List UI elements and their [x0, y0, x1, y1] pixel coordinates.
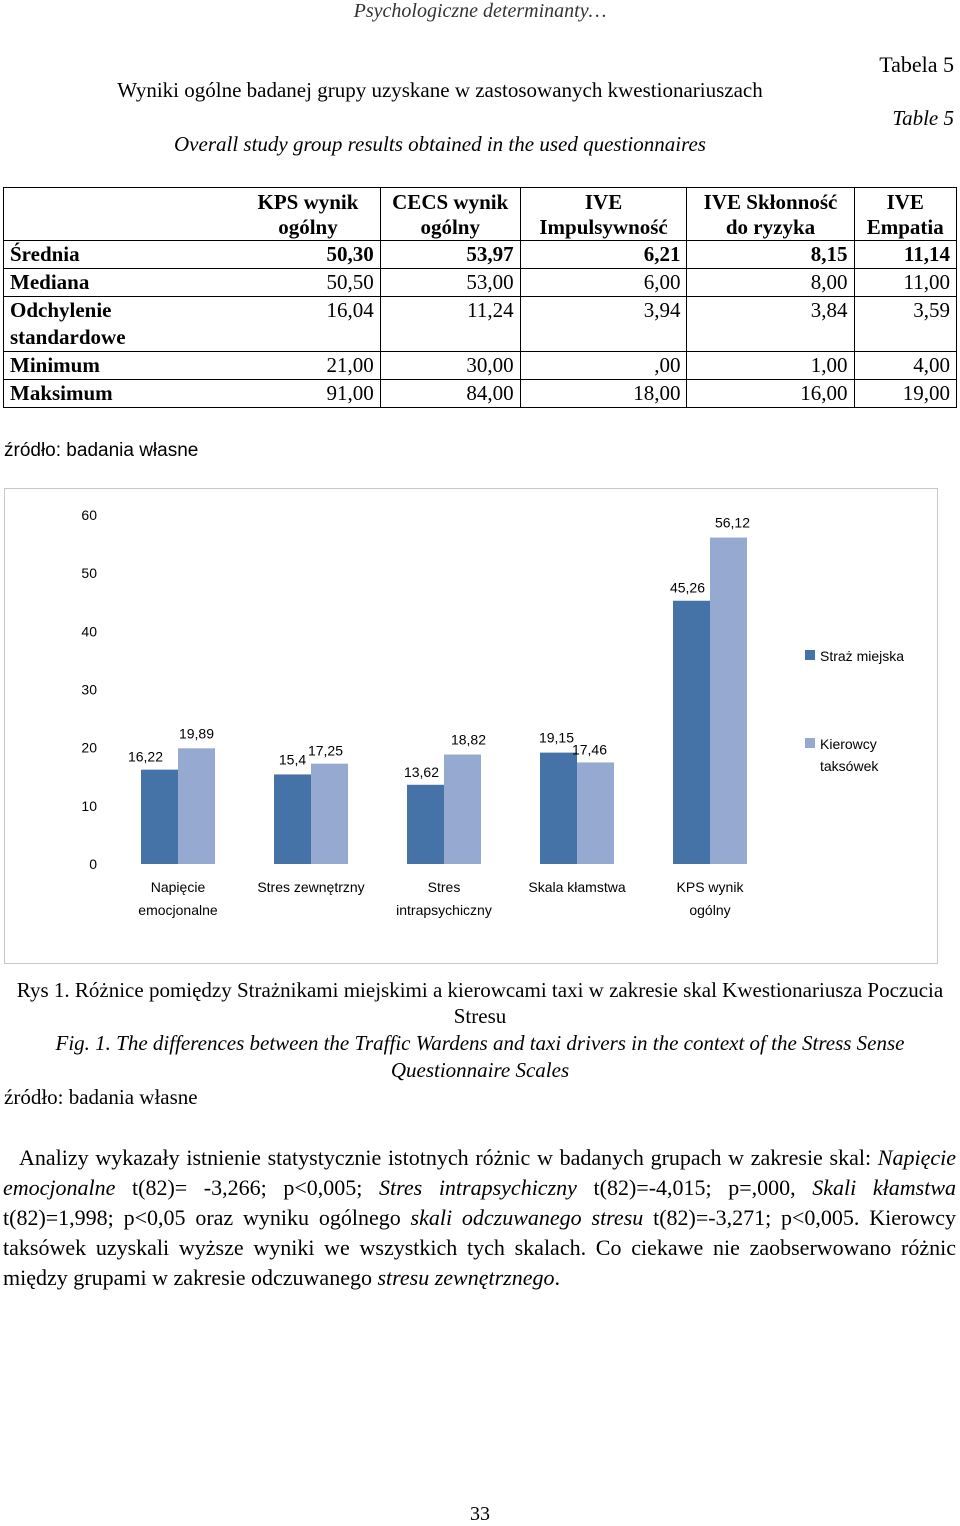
text-run: t(82)=-3,271; p<0,005. Kierowcy taksówek uzyskali wyższe wyniki we wszystkich tych skalach. Co ciekawe nie zaobserwowano różnic między grupami w zakresie odczuwanego	[3, 1205, 956, 1290]
legend-label: Straż miejska	[820, 648, 905, 664]
table-cell: 3,94	[520, 297, 687, 352]
y-tick-label: 30	[81, 681, 97, 698]
bar-chart	[5, 489, 937, 963]
table-row	[4, 269, 957, 297]
body-paragraph	[3, 1143, 956, 1293]
bar-kierowcy-taksowek	[444, 755, 481, 864]
x-category-label: intrapsychiczny	[396, 902, 492, 918]
table-title-en	[0, 132, 960, 157]
row-label: Średnia	[4, 241, 237, 269]
row-label: Maksimum	[4, 380, 237, 408]
table-cell: 3,84	[687, 297, 854, 352]
table-row	[4, 241, 957, 269]
table-cell: 91,00	[236, 380, 380, 408]
table-cell: 4,00	[854, 352, 956, 380]
chart-frame	[4, 488, 938, 964]
legend-swatch	[805, 650, 815, 660]
legend-swatch	[805, 738, 815, 748]
table-source: źródło: badania własne	[4, 440, 199, 461]
running-header: Psychologiczne determinanty…	[353, 0, 607, 22]
x-category-label: ogólny	[689, 902, 731, 918]
table-cell: 21,00	[236, 352, 380, 380]
table-title-pl	[0, 78, 960, 103]
data-label: 17,25	[307, 742, 344, 759]
text-run: t(82)=-4,015; p=,000,	[576, 1175, 813, 1200]
data-label: 17,46	[571, 741, 608, 758]
data-label: 19,15	[538, 729, 575, 746]
text-run-italic: Napięcie emocjonalne	[3, 1145, 956, 1200]
bar-straz-miejska	[407, 785, 444, 864]
table-cell: 50,50	[236, 269, 380, 297]
text-run: .	[554, 1265, 560, 1290]
data-label: 45,26	[669, 579, 706, 596]
table-header-row	[4, 188, 957, 241]
y-tick-label: 60	[81, 507, 97, 523]
table-label-en: Table 5	[892, 106, 954, 130]
y-tick-label: 0	[89, 856, 97, 872]
table-cell: 6,21	[520, 241, 687, 269]
data-label: 18,82	[450, 731, 487, 748]
results-table	[3, 187, 957, 408]
x-category-label: KPS wynik	[676, 879, 744, 895]
x-category-label: Napięcie	[150, 879, 206, 895]
table-cell: 1,00	[687, 352, 854, 380]
data-label: 13,62	[403, 763, 440, 780]
text-run-italic: skali odczuwanego stresu	[410, 1205, 644, 1230]
table-cell: 16,04	[236, 297, 380, 352]
y-tick-label: 10	[81, 797, 97, 814]
row-label: Mediana	[4, 269, 237, 297]
row-label: Minimum	[4, 352, 237, 380]
x-category-label: Skala kłamstwa	[528, 879, 626, 895]
x-category-label: Stres	[427, 879, 461, 895]
table-cell: 3,59	[854, 297, 956, 352]
bar-straz-miejska	[673, 601, 710, 864]
data-label: 15,4	[278, 751, 307, 768]
table-row	[4, 380, 957, 408]
data-label: 56,12	[714, 514, 751, 531]
col-header-kps: KPS wynik ogólny	[236, 188, 380, 241]
table-cell: 19,00	[854, 380, 956, 408]
x-category-label: Stres zewnętrzny	[257, 879, 365, 895]
bar-kierowcy-taksowek	[710, 538, 747, 864]
row-label: Odchylenie standardowe	[4, 297, 237, 352]
figure-source: źródło: badania własne	[4, 1085, 198, 1109]
text-run: t(82)= -3,266; p<0,005;	[115, 1175, 380, 1200]
table-cell: 11,14	[854, 241, 956, 269]
col-header-ive-empatia: IVE Empatia	[854, 188, 956, 241]
table-cell: 8,15	[687, 241, 854, 269]
bar-straz-miejska	[540, 753, 577, 864]
table-cell: 84,00	[380, 380, 520, 408]
page-number: 33	[470, 1503, 490, 1525]
col-header-cecs: CECS wynik ogólny	[380, 188, 520, 241]
y-tick-label: 50	[81, 565, 97, 582]
legend-label: taksówek	[820, 758, 879, 774]
figure-caption-en: Fig. 1. The differences between the Traffic Wardens and taxi drivers in the context of the Stress Sense Questionnaire Scales	[55, 1031, 905, 1082]
text-run-italic: Skali kłamstwa	[812, 1175, 956, 1200]
table-corner	[4, 188, 237, 241]
col-header-ive-sklonnosc: IVE Skłonność do ryzyka	[687, 188, 854, 241]
table-cell: 11,24	[380, 297, 520, 352]
bar-kierowcy-taksowek	[311, 764, 348, 864]
data-label: 16,22	[127, 748, 164, 765]
table-title-en-text: Overall study group results obtained in the used questionnaires	[174, 132, 706, 156]
table-row	[4, 297, 957, 352]
col-header-ive-impulsywnosc: IVE Impulsywność	[520, 188, 687, 241]
table-cell: 18,00	[520, 380, 687, 408]
table-row	[4, 352, 957, 380]
table-cell: 53,00	[380, 269, 520, 297]
bar-kierowcy-taksowek	[577, 762, 614, 864]
paragraph	[3, 1143, 956, 1293]
table-cell: 53,97	[380, 241, 520, 269]
x-category-label: emocjonalne	[138, 902, 218, 918]
text-run-italic: Stres intrapsychiczny	[379, 1175, 577, 1200]
bar-straz-miejska	[141, 770, 178, 864]
table-cell: ,00	[520, 352, 687, 380]
y-tick-label: 40	[81, 623, 97, 640]
table-title-pl-text: Wyniki ogólne badanej grupy uzyskane w zastosowanych kwestionariuszach	[117, 78, 763, 102]
table-cell: 30,00	[380, 352, 520, 380]
table-cell: 16,00	[687, 380, 854, 408]
data-label: 19,89	[178, 725, 215, 742]
text-run: t(82)=1,998; p<0,05 oraz wyniku ogólnego	[3, 1205, 411, 1230]
table-label-pl: Tabela 5	[879, 52, 954, 77]
bar-kierowcy-taksowek	[178, 748, 215, 864]
table-cell: 50,30	[236, 241, 380, 269]
table-cell: 11,00	[854, 269, 956, 297]
bar-straz-miejska	[274, 774, 311, 864]
y-tick-label: 20	[81, 739, 97, 756]
table-cell: 8,00	[687, 269, 854, 297]
legend-label: Kierowcy	[820, 736, 877, 752]
table-cell: 6,00	[520, 269, 687, 297]
figure-caption-pl: Rys 1. Różnice pomiędzy Strażnikami miejskimi a kierowcami taxi w zakresie skal Kwestionariusza Poczucia Stresu	[16, 978, 944, 1028]
text-run-italic: stresu zewnętrznego	[377, 1265, 555, 1290]
text-run: Analizy wykazały istnienie statystycznie istotnych różnic w badanych grupach w zakresie skal:	[19, 1145, 878, 1170]
